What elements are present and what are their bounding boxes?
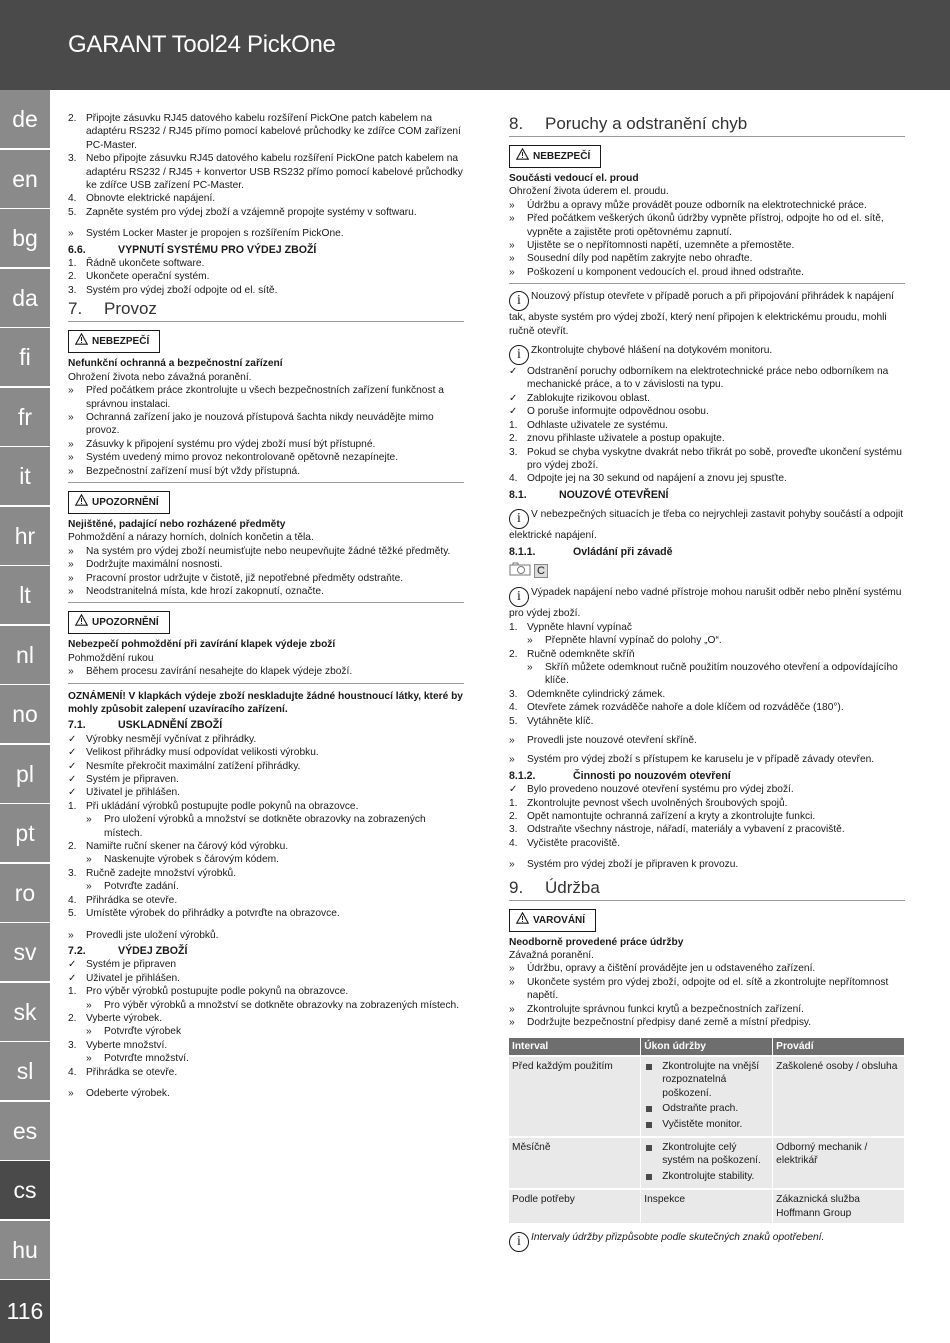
step-item-sub: » Potvrďte zadání. — [86, 881, 179, 893]
check-item: ✓ Velikost přihrádky musí odpovídat velikosti výrobku. — [68, 747, 319, 759]
step-item: 3. Odemkněte cylindrický zámek. — [509, 688, 666, 700]
danger-title: Součásti vedoucí el. proud — [509, 173, 639, 184]
language-tab-pt[interactable]: pt — [0, 804, 50, 863]
maintenance-table — [509, 1038, 905, 1223]
danger-title: Nefunkční ochranná a bezpečnostní zařízení — [68, 358, 283, 370]
section-heading-6-6: 6.6. VYPNUTÍ SYSTÉMU PRO VÝDEJ ZBOŽÍ — [68, 243, 317, 256]
language-tab-it[interactable]: it — [0, 447, 50, 506]
caution-item: » Na systém pro výdej zboží neumisťujte nebo neupevňujte žádné těžké předměty. — [68, 545, 451, 557]
right-column — [509, 112, 905, 1252]
step-item-sub: » Pro uložení výrobků a množství se dotkněte obrazovky na zobrazených místech. — [86, 814, 426, 839]
table-row — [509, 1137, 905, 1189]
step-item: 2. Opět namontujte ochranná zařízení a kryty a zkontrolujte funkci. — [509, 811, 816, 823]
caution-notice-1 — [68, 489, 464, 603]
language-tab-no[interactable]: no — [0, 685, 50, 744]
left-column — [68, 112, 464, 1100]
shutdown-steps — [68, 257, 464, 297]
interval-cell: Měsíčně — [509, 1137, 641, 1189]
step-item-sub: » Skříň můžete odemknout ručně použitím nouzového otevření a odpovídajícího klíče. — [527, 661, 898, 687]
caution-label: UPOZORNĚNÍ — [68, 491, 170, 514]
square-bullet-icon — [646, 1064, 652, 1070]
check-item: ✓ Systém je připraven — [68, 959, 177, 971]
step-item: 4. Otevřete zámek rozváděče nahoře a dole klíčem od rozváděče (180°). — [509, 702, 844, 714]
symbol-row — [509, 562, 905, 580]
language-tab-hr[interactable]: hr — [0, 507, 50, 566]
step-item: 3. Nebo připojte zásuvku RJ45 datového kabelu rozšíření PickOne patch kabelem na adaptéru RS232 / RJ45 + konvertor USB RS232 přímo pomocí kabelové průchodky ke zdířce USB zařízení PC-Master. — [68, 153, 463, 192]
warning-label: VAROVÁNÍ — [509, 909, 596, 932]
responsible-cell: Odborný mechanik / elektrikář — [773, 1137, 905, 1189]
storage-prerequisites — [68, 733, 464, 800]
caution-title: Nejištěné, padající nebo rozházené předměty — [68, 518, 286, 530]
task-item: Zkontrolujte stability. — [644, 1170, 769, 1183]
result-line: » Systém pro výdej zboží je připraven k provozu. — [509, 859, 739, 871]
warning-triangle-icon — [516, 912, 529, 929]
caution-item: » Během procesu zavírání nesahejte do klapek výdeje zboží. — [68, 666, 353, 678]
step-item: 2. Ručně odemkněte skříň — [509, 648, 635, 660]
section-heading-7: 7. Provoz — [68, 299, 464, 322]
step-item-sub: » Potvrďte výrobek — [86, 1026, 182, 1038]
step-item: 3. Vyberte množství. — [68, 1039, 168, 1051]
step-item: 3. Systém pro výdej zboží odpojte od el. sítě. — [68, 284, 278, 296]
step-item: 5. Umístěte výrobek do přihrádky a potvrďte na obrazovce. — [68, 908, 340, 920]
table-header: Provádí — [773, 1038, 905, 1056]
language-tab-pl[interactable]: pl — [0, 745, 50, 804]
emergency-steps — [509, 621, 905, 728]
square-bullet-icon — [646, 1145, 652, 1151]
check-item: ✓ Odstranění poruchy odborníkem na elektrotechnické práce nebo odborníkem na mechanické práce, a to v závislosti na typu. — [509, 366, 889, 391]
danger-item: » Údržbu a opravy může provádět pouze odborník na elektrotechnické práce. — [509, 199, 867, 211]
check-item: ✓ Zablokujte rizikovou oblast. — [509, 392, 650, 404]
interval-cell: Před každým použitím — [509, 1056, 641, 1137]
result-line: » Provedli jste nouzové otevření skříně. — [509, 735, 697, 746]
step-item: 4. Vyčistěte pracoviště. — [509, 837, 621, 849]
step-item: 4. Přihrádka se otevře. — [68, 894, 178, 906]
info-note: i Zkontrolujte chybové hlášení na dotykovém monitoru. — [509, 344, 905, 365]
section-heading-8-1-1: 8.1.1. Ovládání při závadě — [509, 545, 673, 558]
square-bullet-icon — [646, 1174, 652, 1180]
task-item: Zkontrolujte na vnější rozpoznatelná poškození. — [644, 1060, 769, 1100]
c-symbol: C — [534, 564, 548, 578]
language-tab-sv[interactable]: sv — [0, 923, 50, 982]
info-note: i V nebezpečných situacích je třeba co nejrychleji zastavit pohyby součástí a odpojit elektrické napájení. — [509, 509, 904, 542]
language-tab-sk[interactable]: sk — [0, 983, 50, 1042]
step-item: 1. Odhlaste uživatele ze systému. — [509, 419, 668, 431]
caution-subtitle: Pohmoždění a nárazy horních, dolních končetin a těla. — [68, 532, 314, 544]
danger-item: » Zásuvky k připojení systému pro výdej zboží musí být přístupné. — [68, 438, 376, 450]
document-title: GARANT Tool24 PickOne — [68, 31, 336, 58]
section-heading-8-1: 8.1. NOUZOVÉ OTEVŘENÍ — [509, 488, 669, 501]
after-emergency-checks — [509, 783, 905, 796]
danger-item: » Systém uvedený mimo provoz nekontrolovaně opětovně nezapínejte. — [68, 452, 399, 464]
warning-triangle-icon — [75, 333, 88, 350]
page-number: 116 — [0, 1280, 50, 1343]
step-item-sub: » Potvrďte množství. — [86, 1053, 189, 1065]
check-item: ✓ Systém je připraven. — [68, 774, 179, 786]
language-tab-de[interactable]: de — [0, 90, 50, 149]
info-icon: i — [509, 345, 529, 365]
language-tab-en[interactable]: en — [0, 150, 50, 209]
responsible-cell: Zaškolené osoby / obsluha — [773, 1056, 905, 1137]
step-item: 1. Řádně ukončete software. — [68, 258, 205, 270]
step-item: 4. Odpojte jej na 30 sekund od napájení a znovu jej spusťte. — [509, 473, 787, 485]
language-tab-nl[interactable]: nl — [0, 626, 50, 685]
step-item: 2. znovu přihlaste uživatele a postup opakujte. — [509, 433, 725, 445]
connection-steps — [68, 112, 464, 219]
caution-item: » Pracovní prostor udržujte v čistotě, již nepotřebné předměty odstraňte. — [68, 572, 404, 584]
danger-notice — [68, 328, 464, 483]
check-item: ✓ Nesmíte překročit maximální zatížení přihrádky. — [68, 760, 301, 772]
warning-triangle-icon — [75, 614, 88, 631]
task-cell — [641, 1056, 773, 1137]
info-icon: i — [509, 1232, 529, 1252]
danger-subtitle: Ohrožení života nebo závažná poranění. — [68, 371, 252, 383]
info-icon: i — [509, 291, 529, 311]
language-tab-ro[interactable]: ro — [0, 864, 50, 923]
task-item: Vyčistěte monitor. — [644, 1118, 769, 1131]
warning-triangle-icon — [75, 494, 88, 511]
interval-cell: Podle potřeby — [509, 1189, 641, 1223]
language-tab-fi[interactable]: fi — [0, 328, 50, 387]
caution-item: » Dodržujte maximální nosnosti. — [68, 559, 223, 571]
step-item: 4. Obnovte elektrické napájení. — [68, 193, 216, 205]
task-item: Odstraňte prach. — [644, 1102, 769, 1115]
danger-subtitle: Ohrožení života úderem el. proudu. — [509, 186, 669, 198]
danger-item: » Před počátkem veškerých úkonů údržby vypněte přístroj, odpojte ho od el. sítě, vypněte a zajistěte proti opětovnému zapnutí. — [509, 213, 884, 238]
notice-text: OZNÁMENÍ! V klapkách výdeje zboží neskladujte žádné houstnoucí látky, které by mohly způsobit zalepení uzavíracího zařízení. — [68, 690, 463, 715]
step-item: 1. Zkontrolujte pevnost všech uvolněných šroubových spojů. — [509, 797, 788, 809]
danger-label: NEBEZPEČÍ — [68, 330, 160, 353]
danger-label: NEBEZPEČÍ — [509, 145, 601, 168]
caution-items — [68, 665, 464, 678]
info-icon: i — [509, 509, 529, 529]
step-item: 5. Vytáhněte klíč. — [509, 715, 594, 727]
result-line: » Systém Locker Master je propojen s rozšířením PickOne. — [68, 228, 344, 240]
responsible-cell: Zákaznická služba Hoffmann Group — [773, 1189, 905, 1223]
danger-items — [509, 199, 905, 279]
danger-items — [68, 384, 464, 478]
caution-item: » Neodstranitelná místa, kde hrozí zakopnutí, označte. — [68, 585, 324, 597]
language-tab-lt[interactable]: lt — [0, 566, 50, 625]
result-line: » Systém pro výdej zboží s přístupem ke karuselu je v případě závady otevřen. — [509, 754, 875, 766]
warning-items — [509, 962, 905, 1029]
danger-item: » Bezpečnostní zařízení musí být vždy přístupná. — [68, 465, 301, 477]
step-item-sub: » Pro výběr výrobků a množství se dotkněte obrazovky na zobrazených místech. — [86, 999, 460, 1011]
language-tab-fr[interactable]: fr — [0, 388, 50, 447]
dispense-steps — [68, 985, 464, 1079]
task-cell — [641, 1137, 773, 1189]
caution-items — [68, 545, 464, 599]
caution-notice-2 — [68, 609, 464, 683]
step-item: 1. Při ukládání výrobků postupujte podle pokynů na obrazovce. — [68, 800, 359, 812]
warning-item: » Zkontrolujte správnou funkci krytů a bezpečnostních zařízení. — [509, 1003, 804, 1015]
step-item: 5. Zapněte systém pro výdej zboží a vzájemně propojte systémy v softwaru. — [68, 206, 417, 218]
info-icon: i — [509, 587, 529, 607]
danger-notice — [509, 143, 905, 284]
step-item: 2. Namiřte ruční skener na čárový kód výrobku. — [68, 841, 289, 853]
info-note: i Nouzový přístup otevřete v případě poruch a při připojování přihrádek k napájení tak, abyste systém pro výdej zboží, který není připojen k elektrickému proudu, mohli ručně otevřít. — [509, 291, 894, 337]
after-emergency-steps — [509, 797, 905, 851]
info-note: i Výpadek napájení nebo vadné přístroje mohou narušit odběr nebo plnění systému pro výdej zboží. — [509, 587, 902, 620]
warning-notice — [509, 907, 905, 1030]
emergency-results — [509, 728, 905, 767]
check-item: ✓ Výrobky nesmějí vyčnívat z přihrádky. — [68, 733, 257, 745]
check-item: ✓ Uživatel je přihlášen. — [68, 787, 180, 799]
language-tab-hu[interactable]: hu — [0, 1221, 50, 1280]
caution-label: UPOZORNĚNÍ — [68, 611, 170, 634]
check-item: ✓ O poruše informujte odpovědnou osobu. — [509, 406, 709, 418]
square-bullet-icon — [646, 1122, 652, 1128]
section-heading-7-2: 7.2. VÝDEJ ZBOŽÍ — [68, 944, 188, 957]
step-item-sub: » Přepněte hlavní vypínač do polohy „O“. — [527, 635, 722, 647]
result-line: » Odeberte výrobek. — [68, 1087, 170, 1099]
danger-item: » Sousední díly pod napětím zakryjte nebo ohraďte. — [509, 253, 753, 265]
warning-item: » Údržbu, opravy a čištění provádějte jen u odstaveného zařízení. — [509, 963, 816, 975]
dispense-prerequisites — [68, 958, 464, 985]
warning-item: » Dodržujte bezpečnostní předpisy dané země a místní předpisy. — [509, 1017, 812, 1029]
step-item: 2. Ukončete operační systém. — [68, 271, 210, 283]
fault-steps — [509, 419, 905, 486]
check-item: ✓ Bylo provedeno nouzové otevření systému pro výdej zboží. — [509, 784, 794, 796]
step-item: 3. Odstraňte všechny nástroje, nářadí, materiály a vybavení z pracoviště. — [509, 824, 845, 836]
warning-triangle-icon — [516, 148, 529, 165]
language-tab-sl[interactable]: sl — [0, 1042, 50, 1101]
camera-icon — [509, 562, 531, 580]
step-item: 2. Připojte zásuvku RJ45 datového kabelu rozšíření PickOne patch kabelem na adaptéru RS232 / RJ45 přímo pomocí kabelové průchodky ke zdířce COM zařízení PC-Master. — [68, 113, 461, 151]
section-heading-7-1: 7.1. USKLADNĚNÍ ZBOŽÍ — [68, 719, 223, 732]
fault-checks — [509, 365, 905, 419]
result-line: » Provedli jste uložení výrobků. — [68, 929, 219, 941]
storage-steps — [68, 800, 464, 921]
language-tab-bg[interactable]: bg — [0, 209, 50, 268]
section-heading-9: 9. Údržba — [509, 878, 905, 901]
caution-title: Nebezpečí pohmoždění při zavírání klapek výdeje zboží — [68, 639, 336, 651]
step-item-sub: » Naskenujte výrobek s čárovým kódem. — [86, 854, 279, 866]
footnote: i Intervaly údržby přizpůsobte podle skutečných znaků opotřebení. — [509, 1231, 905, 1252]
warning-subtitle: Závažná poranění. — [509, 950, 594, 962]
table-row — [509, 1189, 905, 1223]
danger-item: » Poškození u komponent vedoucích el. proud ihned odstraňte. — [509, 266, 804, 278]
table-row — [509, 1056, 905, 1137]
table-header: Interval — [509, 1038, 641, 1056]
language-tab-es[interactable]: es — [0, 1102, 50, 1161]
table-header: Úkon údržby — [641, 1038, 773, 1056]
step-item: 3. Pokud se chyba vyskytne dvakrát nebo třikrát po sobě, proveďte ukončení systému pro výdej zboží. — [509, 446, 902, 471]
page-header — [0, 0, 950, 90]
danger-item: » Před počátkem práce zkontrolujte u všech bezpečnostních zařízení funkčnost a správnou instalaci. — [68, 385, 444, 410]
step-item: 1. Vypněte hlavní vypínač — [509, 621, 632, 633]
danger-item: » Ochranná zařízení jako je nouzová přístupová šachta nikdy neuvádějte mimo provoz. — [68, 411, 434, 437]
step-item: 2. Vyberte výrobek. — [68, 1012, 163, 1024]
warning-title: Neodborně provedené práce údržby — [509, 936, 684, 948]
square-bullet-icon — [646, 1106, 652, 1112]
step-item: 4. Přihrádka se otevře. — [68, 1066, 178, 1078]
language-tab-cs[interactable]: cs — [0, 1161, 50, 1220]
section-heading-8: 8. Poruchy a odstranění chyb — [509, 114, 905, 137]
language-tab-da[interactable]: da — [0, 269, 50, 328]
section-heading-8-1-2: 8.1.2. Činnosti po nouzovém otevření — [509, 769, 731, 782]
danger-item: » Ujistěte se o nepřítomnosti napětí, uzemněte a přemostěte. — [509, 240, 795, 252]
warning-item: » Ukončete systém pro výdej zboží, odpojte od el. sítě a zkontrolujte nepřítomnost napětí. — [509, 976, 889, 1002]
task-item: Zkontrolujte celý systém na poškození. — [644, 1141, 769, 1168]
task-cell: Inspekce — [641, 1189, 773, 1223]
check-item: ✓ Uživatel je přihlášen. — [68, 972, 180, 984]
step-item: 1. Pro výběr výrobků postupujte podle pokynů na obrazovce. — [68, 986, 349, 998]
step-item: 3. Ručně zadejte množství výrobků. — [68, 867, 237, 879]
caution-subtitle: Pohmoždění rukou — [68, 652, 154, 664]
